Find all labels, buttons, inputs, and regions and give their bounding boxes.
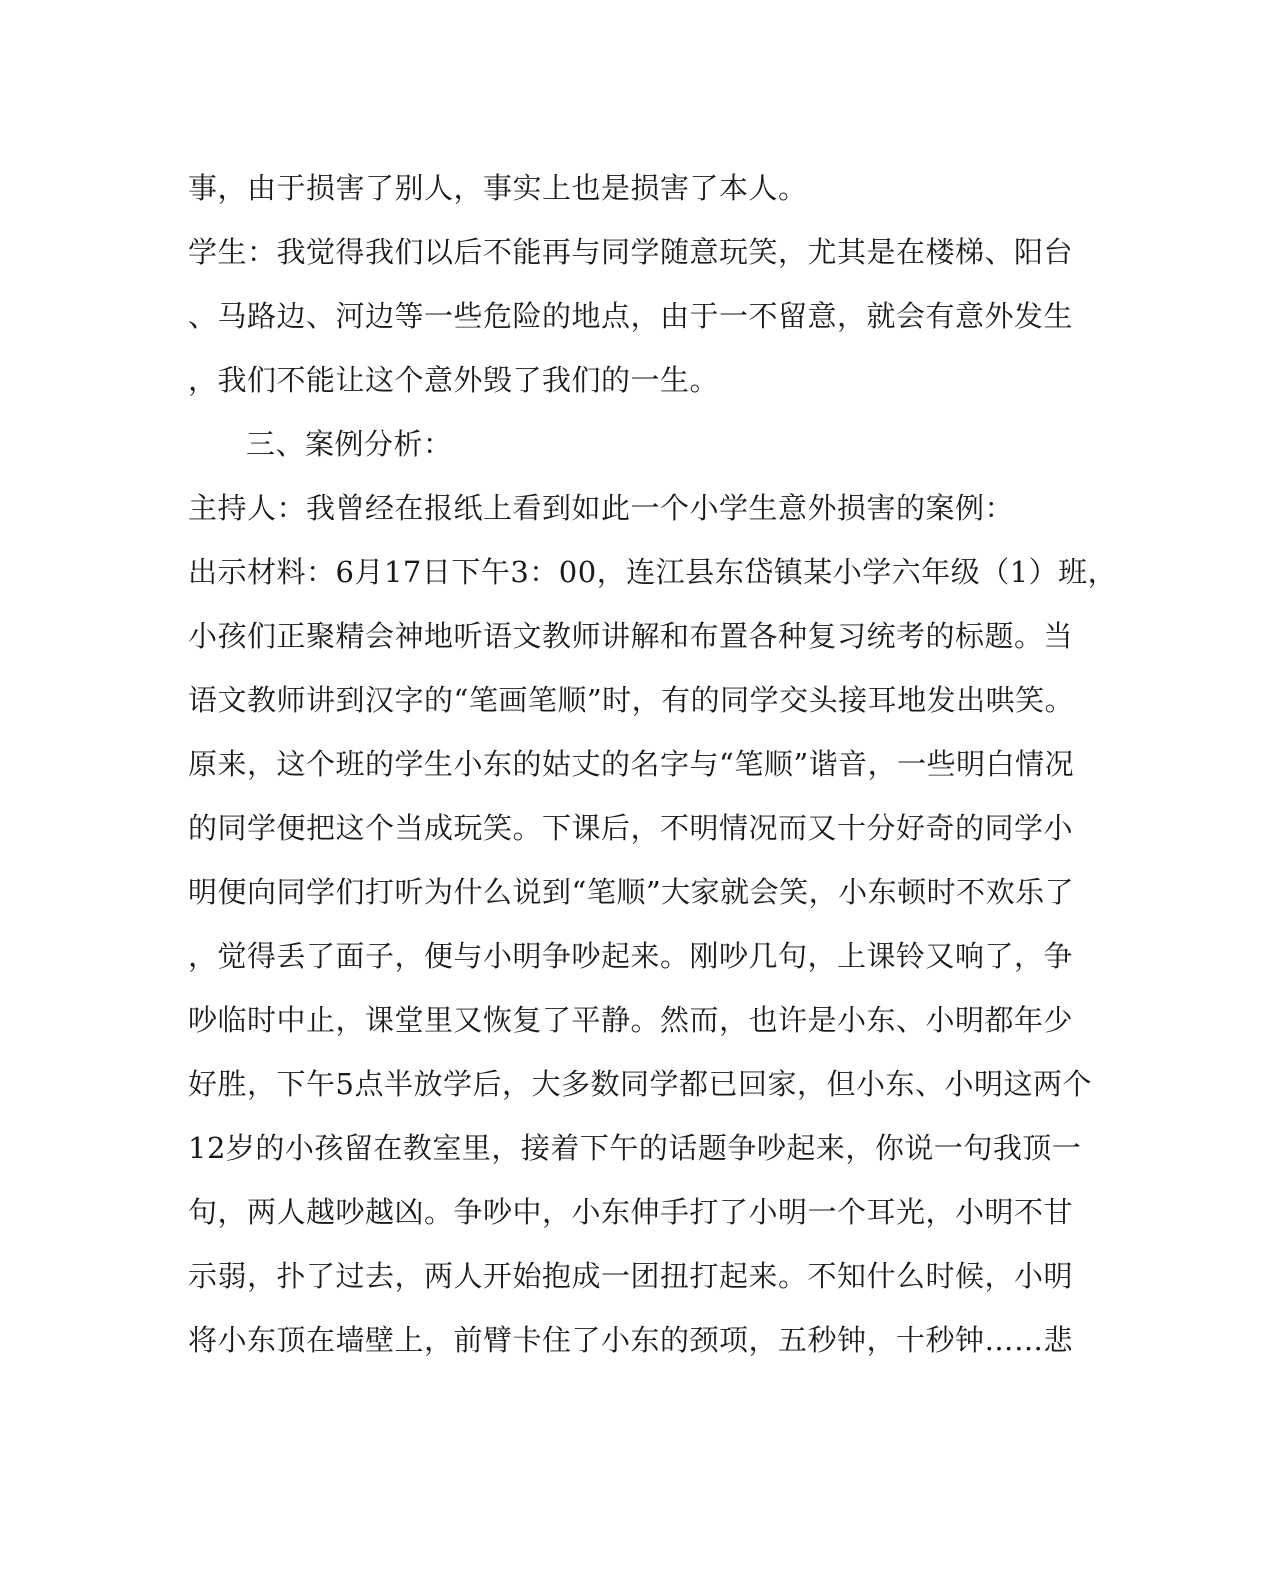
text-line: 主持人：我曾经在报纸上看到如此一个小学生意外损害的案例： [188, 491, 1015, 525]
text-line: 学生：我觉得我们以后不能再与同学随意玩笑，尤其是在楼梯、阳台 [188, 235, 1074, 269]
text-line: 吵临时中止，课堂里又恢复了平静。然而，也许是小东、小明都年少 [188, 1003, 1074, 1037]
text-line: ，觉得丢了面子，便与小明争吵起来。刚吵几句，上课铃又响了，争 [188, 939, 1074, 973]
text-line: 明便向同学们打听为什么说到“笔顺”大家就会笑，小东顿时不欢乐了 [188, 875, 1075, 909]
text-line: 12岁的小孩留在教室里，接着下午的话题争吵起来，你说一句我顶一 [188, 1131, 1082, 1165]
text-line: ，我们不能让这个意外毁了我们的一生。 [188, 363, 720, 397]
text-line: 将小东顶在墙壁上，前臂卡住了小东的颈项，五秒钟，十秒钟……悲 [188, 1323, 1074, 1357]
text-line: 句，两人越吵越凶。争吵中，小东伸手打了小明一个耳光，小明不甘 [188, 1195, 1074, 1229]
text-line: 语文教师讲到汉字的“笔画笔顺”时，有的同学交头接耳地发出哄笑。 [188, 683, 1075, 717]
text-line: 好胜，下午5点半放学后，大多数同学都已回家，但小东、小明这两个 [188, 1067, 1092, 1101]
text-line: 出示材料：6月17日下午3：00，连江县东岱镇某小学六年级（1）班， [188, 555, 1118, 589]
text-line: 原来，这个班的学生小东的姑丈的名字与“笔顺”谐音，一些明白情况 [188, 747, 1075, 781]
section-heading: 三、案例分析： [246, 427, 453, 461]
text-line: 示弱，扑了过去，两人开始抱成一团扭打起来。不知什么时候，小明 [188, 1259, 1074, 1293]
body-text [188, 156, 1118, 1372]
text-line: 事，由于损害了别人，事实上也是损害了本人。 [188, 171, 808, 205]
text-line: 小孩们正聚精会神地听语文教师讲解和布置各种复习统考的标题。当 [188, 619, 1074, 653]
text-line: 的同学便把这个当成玩笑。下课后，不明情况而又十分好奇的同学小 [188, 811, 1074, 845]
text-line: 、马路边、河边等一些危险的地点，由于一不留意，就会有意外发生 [188, 299, 1074, 333]
